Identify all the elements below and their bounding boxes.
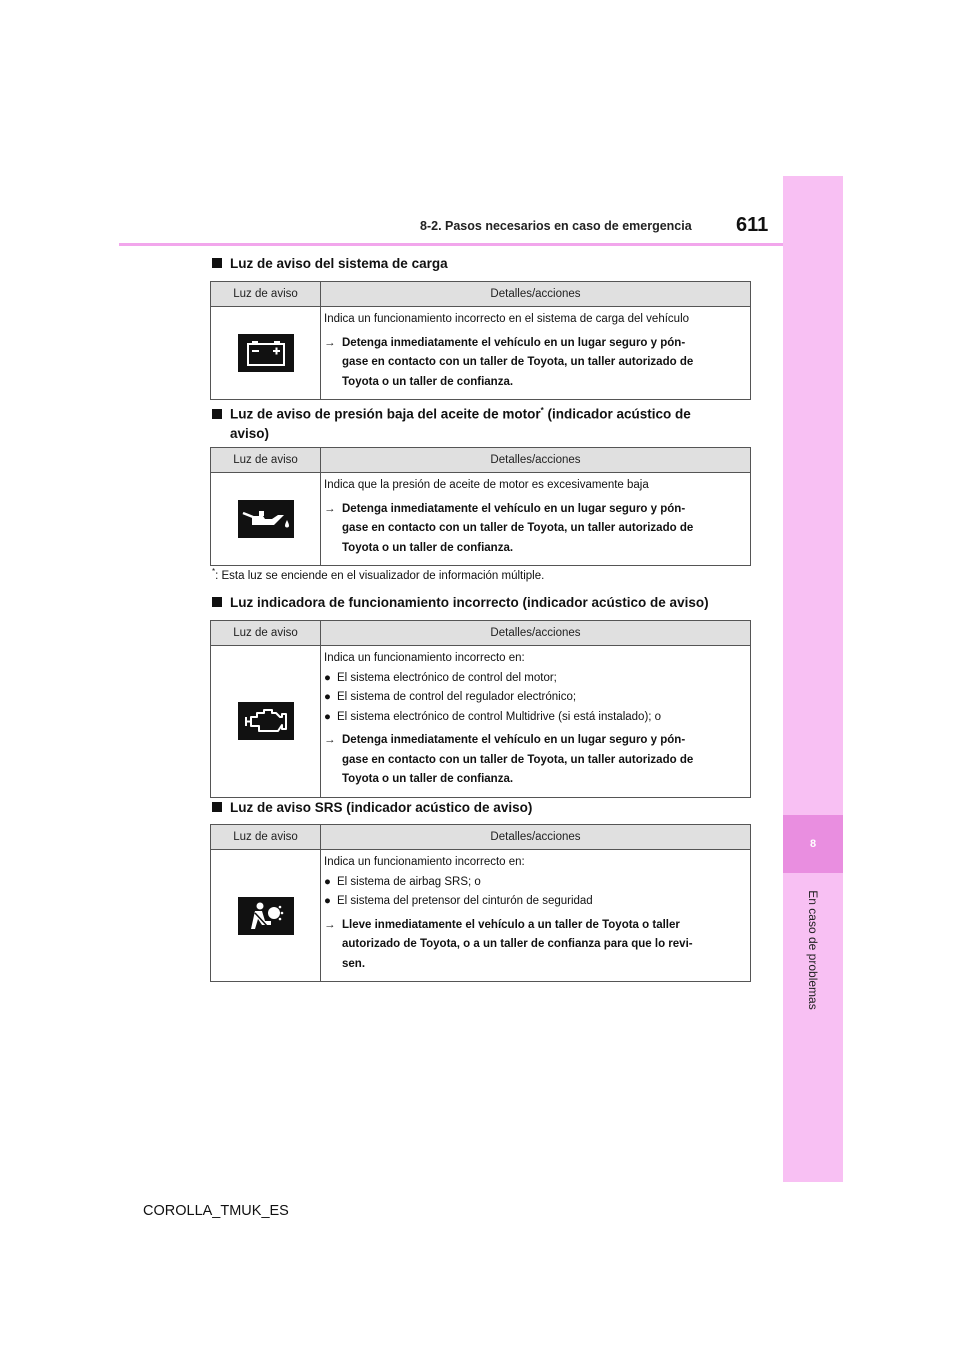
list-item: ● El sistema del pretensor del cinturón de seguridad	[324, 892, 744, 912]
header-details: Detalles/acciones	[321, 621, 751, 646]
action-item	[324, 334, 744, 393]
action-item	[324, 916, 744, 975]
list-item: ● El sistema electrónico de control Multidrive (si está instalado); o	[324, 708, 744, 728]
chapter-number-box	[783, 815, 843, 873]
bullet-icon: ●	[324, 875, 331, 888]
detail-intro: Indica un funcionamiento incorrecto en:	[324, 856, 525, 868]
oil-pressure-warning-icon	[238, 500, 294, 538]
details-cell	[321, 850, 751, 982]
detail-intro: Indica un funcionamiento incorrecto en:	[324, 652, 525, 664]
arrow-icon: →	[324, 336, 336, 349]
action-line: Lleve inmediatamente el vehículo a un taller de Toyota o taller	[342, 918, 680, 931]
list-item: ● El sistema de airbag SRS; o	[324, 873, 744, 893]
chapter-label: En caso de problemas	[806, 890, 820, 1010]
list-item: ● El sistema electrónico de control del motor;	[324, 669, 744, 689]
chapter-number: 8	[809, 838, 817, 850]
header-light: Luz de aviso	[211, 448, 321, 473]
bullet-icon: ●	[324, 895, 331, 907]
action-line: gase en contacto con un taller de Toyota, un taller autorizado de	[342, 522, 694, 534]
warning-table-srs	[210, 824, 751, 982]
footnote: *: Esta luz se enciende en el visualizador de información múltiple.	[212, 567, 545, 582]
action-line: gase en contacto con un taller de Toyota, un taller autorizado de	[342, 356, 694, 368]
footnote-mark: *	[212, 567, 216, 576]
action-line: Toyota o un taller de confianza.	[342, 541, 514, 554]
details-cell	[321, 473, 751, 566]
action-line: sen.	[342, 957, 366, 970]
arrow-icon: →	[324, 734, 336, 746]
warning-table-charging	[210, 281, 751, 400]
details-cell	[321, 646, 751, 798]
header-details: Detalles/acciones	[321, 448, 751, 473]
battery-warning-icon	[238, 334, 294, 372]
section-title-srs: Luz de aviso SRS (indicador acústico de aviso)	[212, 798, 532, 817]
chapter-side-tab	[783, 176, 843, 1182]
section-square-icon	[212, 258, 222, 268]
chapter-header-title: 8-2. Pasos necesarios en caso de emergencia	[420, 219, 692, 233]
action-line: gase en contacto con un taller de Toyota, un taller autorizado de	[342, 753, 694, 766]
action-item	[324, 731, 744, 790]
header-details: Detalles/acciones	[321, 282, 751, 307]
warning-table-malfunction	[210, 620, 751, 798]
header-light: Luz de aviso	[211, 282, 321, 307]
section-title-malfunction: Luz indicadora de funcionamiento incorrecto (indicador acústico de aviso)	[212, 593, 709, 612]
action-line: Detenga inmediatamente el vehículo en un lugar seguro y pón-	[342, 734, 686, 746]
page-number: 611	[736, 214, 769, 236]
details-cell	[321, 307, 751, 400]
srs-airbag-icon	[238, 897, 294, 935]
detail-intro: Indica un funcionamiento incorrecto en el sistema de carga del vehículo	[324, 313, 690, 325]
section-square-icon	[212, 597, 222, 607]
list-item: ● El sistema de control del regulador electrónico;	[324, 688, 744, 708]
bullet-icon: ●	[324, 691, 331, 703]
action-line: Detenga inmediatamente el vehículo en un lugar seguro y pón-	[342, 502, 686, 515]
arrow-icon: →	[324, 918, 336, 931]
action-item	[324, 500, 744, 559]
warning-table-oil-pressure	[210, 447, 751, 566]
check-engine-icon	[238, 702, 294, 740]
document-code: COROLLA_TMUK_ES	[143, 1203, 289, 1219]
arrow-icon: →	[324, 502, 336, 515]
header-light: Luz de aviso	[211, 621, 321, 646]
section-title-oil-pressure: Luz de aviso de presión baja del aceite de motor* (indicador acústico de aviso)	[212, 401, 691, 443]
action-line: Detenga inmediatamente el vehículo en un lugar seguro y pón-	[342, 336, 686, 349]
section-title-charging: Luz de aviso del sistema de carga	[212, 254, 448, 273]
bullet-icon: ●	[324, 671, 331, 684]
section-square-icon	[212, 409, 222, 419]
action-line: autorizado de Toyota, o a un taller de confianza para que lo revi-	[342, 938, 693, 950]
header-details: Detalles/acciones	[321, 825, 751, 850]
action-line: Toyota o un taller de confianza.	[342, 773, 514, 785]
header-rule	[119, 243, 783, 246]
footnote-marker: *	[540, 406, 544, 415]
section-square-icon	[212, 802, 222, 812]
bullet-icon: ●	[324, 710, 331, 723]
detail-intro: Indica que la presión de aceite de motor es excesivamente baja	[324, 479, 649, 491]
header-light: Luz de aviso	[211, 825, 321, 850]
action-line: Toyota o un taller de confianza.	[342, 375, 514, 388]
